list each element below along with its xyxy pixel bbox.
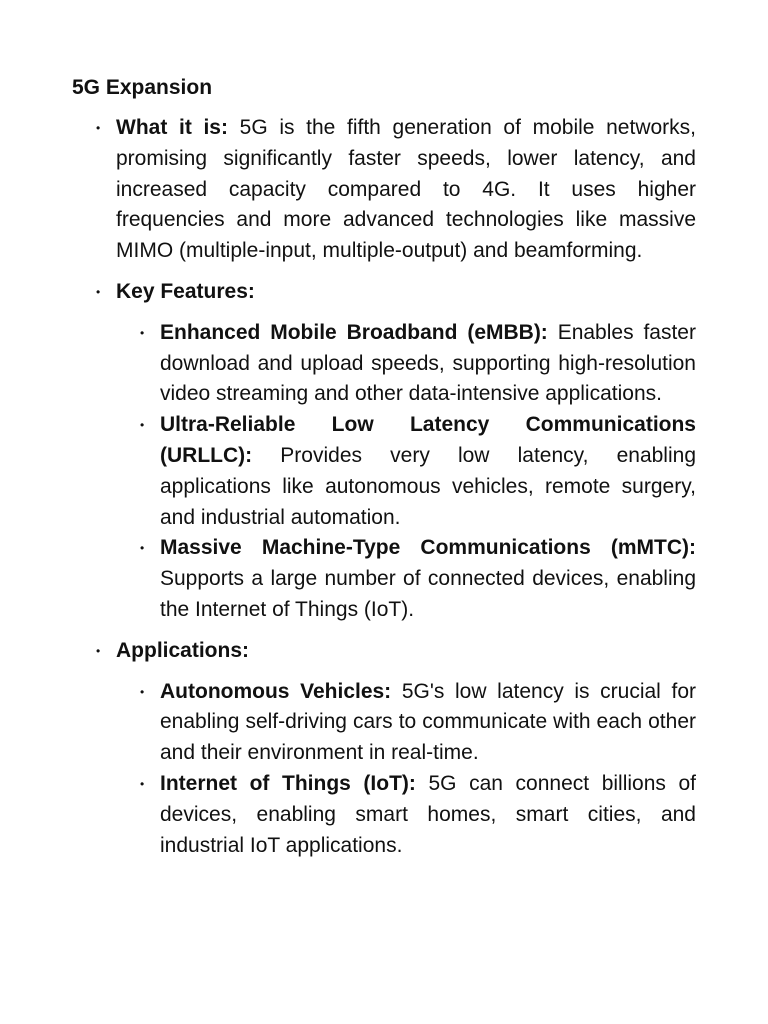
what-it-is-text: 5G is the fifth generation of mobile networks, promising significantly faster speeds, lower latency, and increased capacity compared to 4G. It uses higher frequencies and more advanced technologies like massive MIMO (multiple-input, multiple-output) and beamforming. (116, 116, 696, 263)
autonomous-vehicles-text: 5G's low latency is crucial for enabling self-driving cars to communicate with each other and their environment in real-time. (160, 679, 696, 765)
iot-label: Internet of Things (IoT): (160, 771, 416, 795)
urllc-label: Ultra-Reliable Low Latency Communications (URLLC): (160, 413, 696, 467)
list-item-iot (116, 769, 696, 861)
bullet-icon: • (96, 121, 101, 135)
list-item-embb (116, 318, 696, 410)
autonomous-vehicles-label: Autonomous Vehicles: (160, 679, 392, 703)
iot-text: 5G can connect billions of devices, enabling smart homes, smart cities, and industrial IoT applications. (160, 771, 697, 857)
bullet-icon: • (140, 684, 145, 699)
document-title: 5G Expansion (72, 76, 213, 99)
list-item-what-it-is (72, 113, 696, 267)
list-item-autonomous-vehicles (116, 677, 696, 769)
document-page (72, 72, 696, 861)
list-item-applications (72, 636, 696, 862)
embb-text: Enables faster download and upload speeds, supporting high-resolution video streaming and other data-intensive applications. (160, 320, 696, 406)
bullet-icon: • (140, 418, 145, 433)
bullet-icon: • (96, 284, 101, 299)
list-item-key-features (72, 277, 696, 626)
key-features-list (116, 318, 696, 626)
key-features-label: Key Features: (116, 279, 255, 303)
list-item-mmtc (116, 533, 696, 625)
bullet-icon: • (140, 541, 145, 556)
embb-label: Enhanced Mobile Broadband (eMBB): (160, 320, 548, 344)
list-item-urllc (116, 410, 696, 533)
urllc-text: Provides very low latency, enabling applications like autonomous vehicles, remote surgery, and industrial automation. (160, 443, 696, 529)
mmtc-text: Supports a large number of connected devices, enabling the Internet of Things (IoT). (160, 567, 696, 621)
bullet-icon: • (96, 643, 101, 658)
mmtc-label: Massive Machine-Type Communications (mMTC): (160, 536, 696, 560)
applications-list (116, 677, 696, 862)
applications-label: Applications: (116, 638, 250, 662)
top-level-list (72, 113, 696, 861)
what-it-is-label: What it is: (116, 116, 228, 139)
bullet-icon: • (140, 325, 145, 340)
bullet-icon: • (140, 776, 145, 791)
